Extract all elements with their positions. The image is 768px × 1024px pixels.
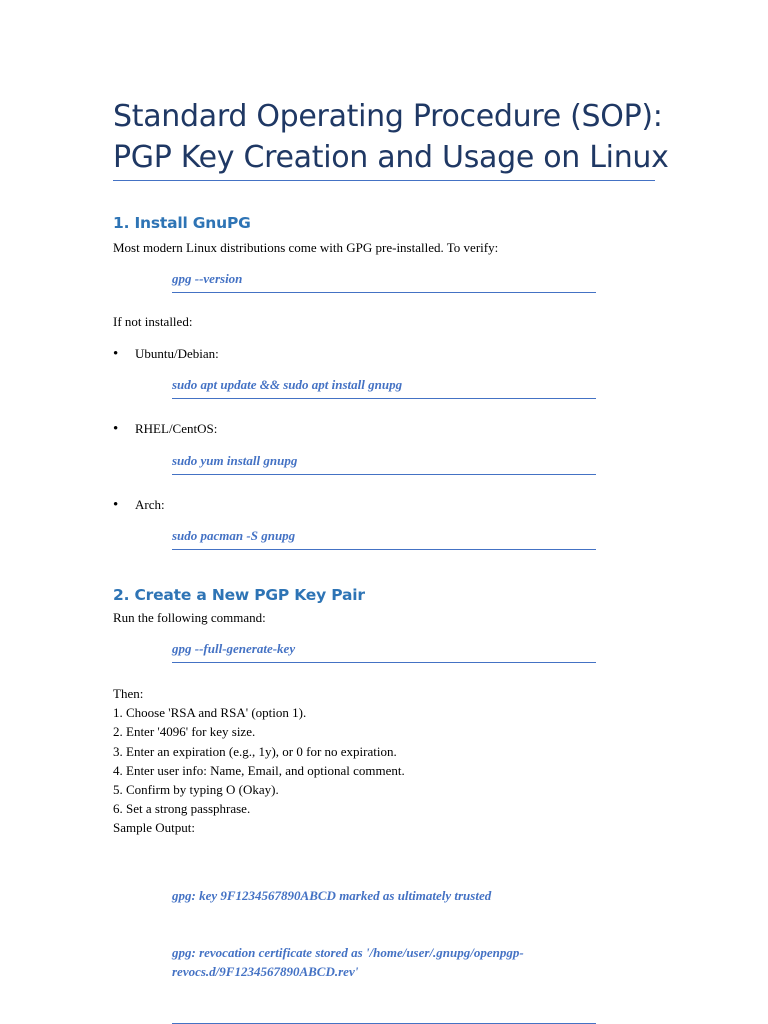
ubuntu-install-command: sudo apt update && sudo apt install gnupg	[172, 375, 596, 399]
arch-install-command: sudo pacman -S gnupg	[172, 526, 596, 550]
not-installed-text: If not installed:	[113, 314, 193, 329]
sample-output-line-2: gpg: revocation certificate stored as '/home/user/.gnupg/openpgp-revocs.d/9F1234567890ABCD.rev'	[172, 945, 524, 979]
title-line-1: Standard Operating Procedure (SOP):	[113, 99, 663, 134]
step-item: 1. Choose 'RSA and RSA' (option 1).	[113, 705, 307, 721]
steps-list	[113, 684, 405, 838]
sample-output-line-1: gpg: key 9F1234567890ABCD marked as ultimately trusted	[172, 888, 492, 903]
distro-label: Arch:	[135, 497, 165, 512]
step-item: 6. Set a strong passphrase.	[113, 801, 251, 817]
title-divider	[113, 180, 655, 181]
bullet-icon: •	[113, 497, 119, 513]
document-title	[113, 96, 673, 178]
sample-output-block	[172, 848, 596, 1024]
step-item: 3. Enter an expiration (e.g., 1y), or 0 for no expiration.	[113, 743, 397, 759]
step-item: 5. Confirm by typing O (Okay).	[113, 782, 279, 798]
section-2-heading: 2. Create a New PGP Key Pair	[113, 586, 365, 604]
distro-label: RHEL/CentOS:	[135, 421, 218, 436]
bullet-icon: •	[113, 346, 119, 362]
title-line-2: PGP Key Creation and Usage on Linux	[113, 140, 669, 175]
section-2-intro: Run the following command:	[113, 610, 266, 625]
generate-key-command: gpg --full-generate-key	[172, 639, 596, 663]
verify-command: gpg --version	[172, 269, 596, 293]
step-item: 2. Enter '4096' for key size.	[113, 724, 256, 740]
section-1-intro: Most modern Linux distributions come with GPG pre-installed. To verify:	[113, 240, 499, 255]
rhel-install-command: sudo yum install gnupg	[172, 451, 596, 475]
sample-output-label: Sample Output:	[113, 820, 195, 836]
distro-label: Ubuntu/Debian:	[135, 346, 219, 361]
step-item: 4. Enter user info: Name, Email, and optional comment.	[113, 762, 405, 778]
bullet-icon: •	[113, 421, 119, 437]
then-label: Then:	[113, 686, 144, 701]
section-1-heading: 1. Install GnuPG	[113, 214, 251, 232]
